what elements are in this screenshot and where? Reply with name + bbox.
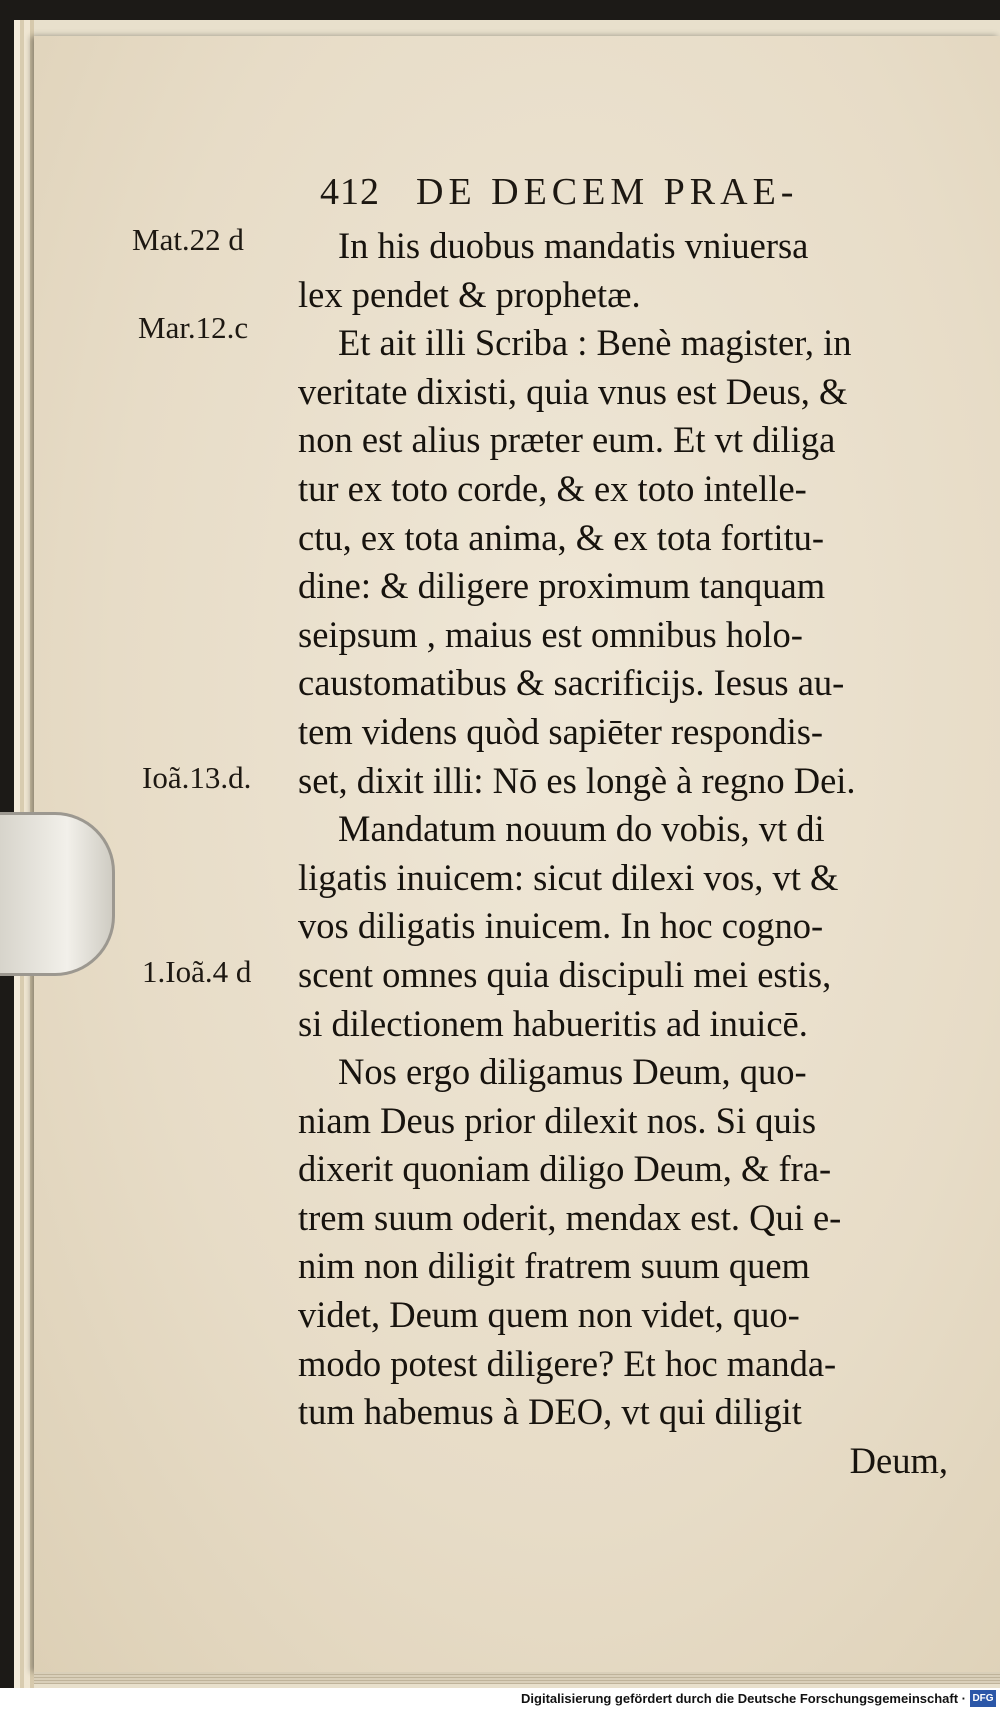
text-line: vos diligatis inuicem. In hoc cogno- bbox=[298, 905, 824, 947]
margin-note: Mat.22 d bbox=[132, 222, 244, 257]
text-line: dine: & diligere proximum tanquam bbox=[298, 565, 826, 607]
text-line: ligatis inuicem: sicut dilexi vos, vt & bbox=[298, 856, 839, 898]
page-number: 412 bbox=[320, 171, 380, 213]
page-bottom-edge bbox=[34, 1672, 1000, 1684]
body-text bbox=[298, 222, 948, 1485]
text-line: tum habemus à DEO, vt qui diligit bbox=[298, 1391, 802, 1433]
text-line: scent omnes quia discipuli mei estis, bbox=[298, 953, 832, 995]
text-line: lex pendet & prophetæ. bbox=[298, 273, 641, 315]
text-line: dixerit quoniam diligo Deum, & fra- bbox=[298, 1148, 832, 1190]
text-line: Nos ergo diligamus Deum, quo- bbox=[338, 1051, 807, 1093]
text-line: trem suum oderit, mendax est. Qui e- bbox=[298, 1196, 842, 1238]
text-line: niam Deus prior dilexit nos. Si quis bbox=[298, 1099, 817, 1141]
digitization-credit: Digitalisierung gefördert durch die Deutsche Forschungsgemeinschaft · bbox=[521, 1691, 966, 1706]
margin-note: Mar.12.c bbox=[138, 310, 249, 345]
text-line: tur ex toto corde, & ex toto intelle- bbox=[298, 467, 807, 509]
dfg-logo: DFG bbox=[970, 1690, 996, 1707]
text-line: si dilectionem habueritis ad inuicē. bbox=[298, 1002, 808, 1044]
text-line: tem videns quòd sapiēter respondis- bbox=[298, 710, 824, 752]
text-line: caustomatibus & sacrificijs. Iesus au- bbox=[298, 662, 845, 704]
text-line: nim non diligit fratrem suum quem bbox=[298, 1245, 810, 1287]
text-line: veritate dixisti, quia vnus est Deus, & bbox=[298, 370, 848, 412]
page-clip bbox=[0, 812, 115, 976]
running-head: DE DECEM PRAE- bbox=[416, 171, 799, 213]
margin-note: 1.Ioã.4 d bbox=[142, 954, 252, 989]
text-line: non est alius præter eum. Et vt diliga bbox=[298, 419, 836, 461]
text-line: Mandatum nouum do vobis, vt di bbox=[338, 808, 825, 850]
text-line: Et ait illi Scriba : Benè magister, in bbox=[338, 322, 852, 364]
page-header bbox=[320, 170, 920, 220]
text-line: set, dixit illi: Nō es longè à regno Dei. bbox=[298, 759, 856, 801]
text-line: ctu, ex tota anima, & ex tota fortitu- bbox=[298, 516, 825, 558]
catchword: Deum, bbox=[849, 1439, 948, 1481]
text-line: modo potest diligere? Et hoc manda- bbox=[298, 1342, 837, 1384]
text-line: seipsum , maius est omnibus holo- bbox=[298, 613, 803, 655]
text-line: In his duobus mandatis vniuersa bbox=[338, 225, 809, 266]
text-line: videt, Deum quem non videt, quo- bbox=[298, 1294, 800, 1336]
margin-note: Ioã.13.d. bbox=[142, 760, 252, 795]
